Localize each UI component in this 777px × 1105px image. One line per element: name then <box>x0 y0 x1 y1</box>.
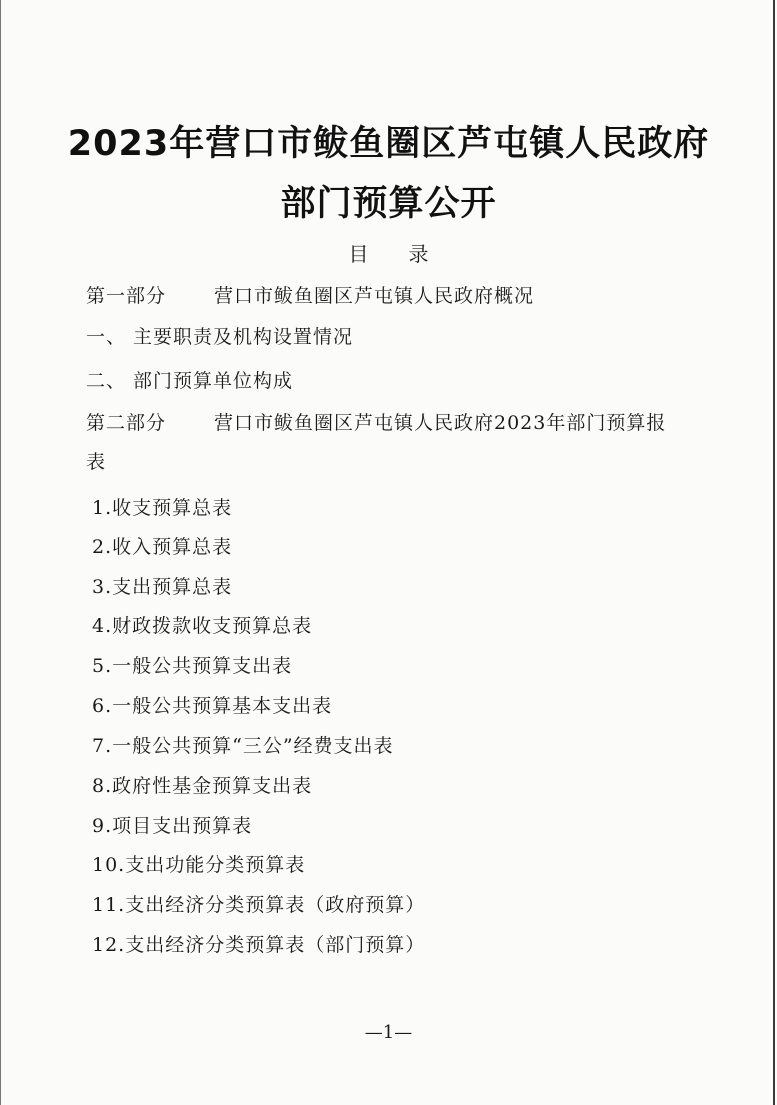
toc-part-2 <box>86 408 666 435</box>
toc-heading-left: 目 <box>348 242 369 266</box>
toc-item: 11.支出经济分类预算表（政府预算） <box>92 894 426 916</box>
page-number: —1— <box>364 1022 413 1043</box>
toc-section-1: 一、 主要职责及机构设置情况 <box>86 326 354 348</box>
toc-item: 12.支出经济分类预算表（部门预算） <box>92 934 426 956</box>
toc-part-2-text: 营口市鲅鱼圈区芦屯镇人民政府2023年部门预算报 <box>214 412 667 434</box>
toc-item: 9.项目支出预算表 <box>92 815 253 837</box>
toc-heading <box>0 238 777 267</box>
toc-part-1 <box>86 281 534 308</box>
toc-item: 4.财政拨款收支预算总表 <box>92 615 313 637</box>
toc-section-2: 二、 部门预算单位构成 <box>86 370 294 392</box>
toc-item: 6.一般公共预算基本支出表 <box>92 695 333 717</box>
toc-item: 2.收入预算总表 <box>92 536 233 558</box>
toc-part-1-text: 营口市鲅鱼圈区芦屯镇人民政府概况 <box>214 285 535 307</box>
toc-item: 5.一般公共预算支出表 <box>92 655 293 677</box>
toc-item: 10.支出功能分类预算表 <box>92 854 306 876</box>
toc-item: 8.政府性基金预算支出表 <box>92 775 313 797</box>
toc-heading-right: 录 <box>408 242 429 266</box>
toc-item: 3.支出预算总表 <box>92 576 233 598</box>
toc-part-1-label: 第一部分 <box>86 285 167 307</box>
document-title-line-1: 2023年营口市鲅鱼圈区芦屯镇人民政府 <box>67 124 710 164</box>
toc-part-2-continuation: 表 <box>86 451 107 473</box>
toc-part-2-label: 第二部分 <box>86 412 167 434</box>
toc-item: 1.收支预算总表 <box>92 497 233 519</box>
toc-item: 7.一般公共预算“三公”经费支出表 <box>92 735 394 757</box>
document-title-line-2: 部门预算公开 <box>280 184 497 224</box>
